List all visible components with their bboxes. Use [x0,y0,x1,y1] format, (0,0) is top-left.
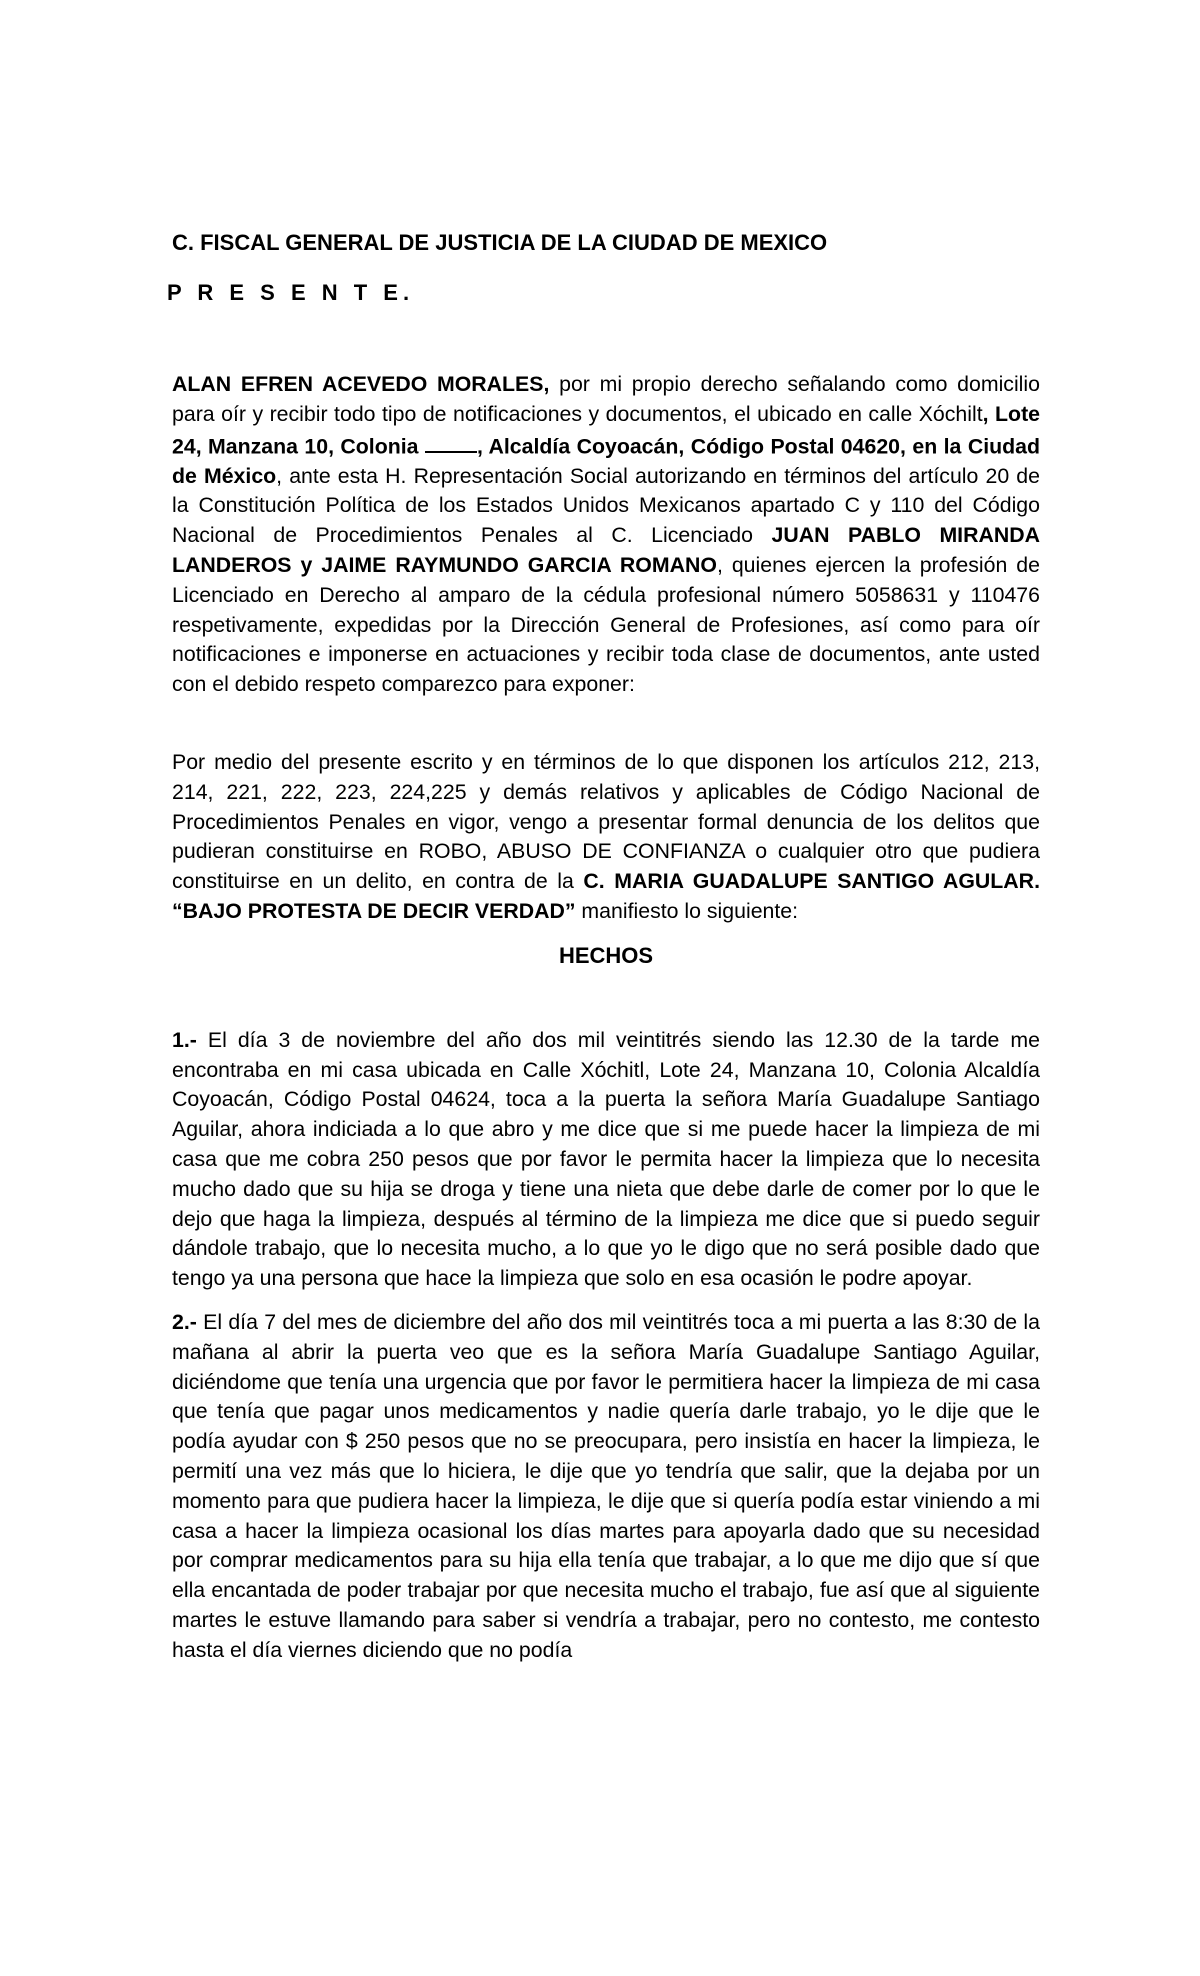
intro-text-2: , ante esta H. Representación Social autorizando en términos del artículo 20 de la Constitución Política de los Estados Unidos Mexicanos apartado C y 110 del Código Nacional de Procedimientos Penales al C. Licenciado [172,463,1040,548]
presente-line: P R E S E N T E. [167,280,415,305]
colonia-blank [425,430,477,453]
denuncia-text-1: Por medio del presente escrito y en términos de lo que disponen los artículos 212, 213, 214, 221, 222, 223, 224,225 y demás relativos y aplicables de Código Nacional de Procedimientos Penales en vigor, vengo a presentar formal denuncia de los delitos que pudieran constituirse en ROBO, ABUSO DE CONFIANZA o cualquier otro que pudiera constituirse en un delito, en contra de la [172,750,1040,894]
intro-paragraph [172,370,1040,700]
address-bold-1: , Lote 24, Manzana 10, Colonia [172,401,1040,458]
complainant-name: ALAN EFREN ACEVEDO MORALES, [172,372,550,396]
hecho-item-1 [172,1026,1040,1294]
hecho-text: El día 3 de noviembre del año dos mil veintitrés siendo las 12.30 de la tarde me encontraba en mi casa ubicada en Calle Xóchitl, Lote 24, Manzana 10, Colonia Alcaldía Coyoacán, Código Postal 04624, toca a la puerta la señora María Guadalupe Santiago Aguilar, ahora indiciada a lo que abro y me dice que si me puede hacer la limpieza de mi casa que me cobra 250 pesos que por favor le permita hacer la limpieza que lo necesita mucho dado que su hija se droga y tiene una nieta que debe darle de comer por lo que le dejo que haga la limpieza, después al término de la limpieza me dice que si puedo seguir dándole trabajo, que lo necesita mucho, a lo que yo le digo que no será posible dado que tengo ya una persona que hace la limpieza que solo en esa ocasión le podre apoyar. [172,1027,1040,1291]
intro-text-1: por mi propio derecho señalando como domicilio para oír y recibir todo tipo de notificaciones y documentos, el ubicado en calle Xóchilt [172,372,1040,426]
accused-name: C. MARIA GUADALUPE SANTIGO AGULAR. “BAJO PROTESTA DE DECIR VERDAD” [172,869,1040,924]
hechos-heading: HECHOS [558,942,654,968]
hecho-number: 1.- [172,1027,197,1052]
hecho-item-2 [172,1308,1040,1666]
lawyer-names: JUAN PABLO MIRANDA LANDEROS y JAIME RAYMUNDO GARCIA ROMANO [172,523,1040,578]
intro-text-3: , quienes ejercen la profesión de Licenciado en Derecho al amparo de la cédula profesional número 5058631 y 110476 respetivamente, expedidas por la Dirección General de Profesiones, así como para oír notificaciones e imponerse en actuaciones y recibir toda clase de documentos, ante usted con el debido respeto comparezco para exponer: [172,553,1040,697]
address-bold-2: , Alcaldía Coyoacán, Código Postal 04620, en la Ciudad de México [172,433,1040,488]
denuncia-paragraph [172,748,1040,927]
hecho-text: El día 7 del mes de diciembre del año dos mil veintitrés toca a mi puerta a las 8:30 de la mañana al abrir la puerta veo que es la señora María Guadalupe Santiago Aguilar, diciéndome que tenía una urgencia que por favor le permitiera hacer la limpieza de mi casa que tenía que pagar unos medicamentos y nadie quería darle trabajo, yo le dije que le podía ayudar con $ 250 pesos que no se preocupara, pero insistía en hacer la limpieza, le permití una vez más que lo hiciera, le dije que yo tendría que salir, que la dejaba por un momento para que pudiera hacer la limpieza, le dije que si quería podía estar viniendo a mi casa a hacer la limpieza ocasional los días martes para apoyarla dado que su necesidad por comprar medicamentos para su hija ella tenía que trabajar, a lo que me dijo que sí que ella encantada de poder trabajar por que necesita mucho el trabajo, fue así que al siguiente martes le estuve llamando para saber si vendría a trabajar, pero no contesto, me contesto hasta el día viernes diciendo que no podía [172,1310,1040,1662]
recipient-line: C. FISCAL GENERAL DE JUSTICIA DE LA CIUDAD DE MEXICO [172,230,828,255]
denuncia-text-2: manifiesto lo siguiente: [575,899,799,924]
hecho-number: 2.- [172,1310,197,1335]
